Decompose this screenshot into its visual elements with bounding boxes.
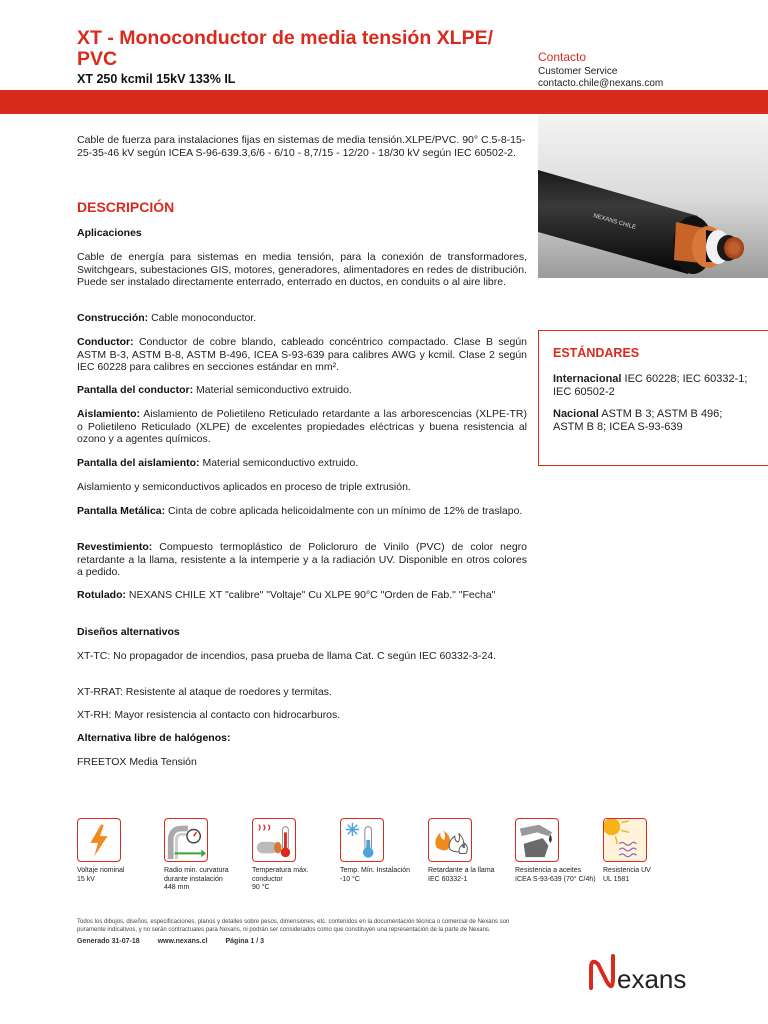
page-number: Página 1 / 3 [225,938,265,945]
voltage-caption: Voltaje nominal 15 kV [77,867,125,883]
oil-resistance-caption: Resistencia a aceites ICEA S-93-639 (70° C/4h) [515,867,596,883]
applications-text: Cable de energía para sistemas en media tensión, para la conexión de transformadores, Switchgears, subestaciones GIS, motores, generadores, alimentadores en redes de distribución. Puede ser instalado directamente enterrado, enterrado en ductos, en conduits o al aire libre. [77,251,527,288]
page-title: XT - Monoconductor de media tensión XLPE/ PVC [77,27,494,70]
contact-name: Customer Service [538,66,618,77]
voltage-icon [77,818,121,862]
footer-disclaimer: Todos los dibujos, diseños, especificaciones, planos y detalles sobre pesos, dimensiones, etc. contenidos en la documentación técnica o comercial de Nexans son puramente indicativos, y no serán contractuales para Nexans, ni podrán ser considerados como que constituyen una representación de la parte de Nexans. [77,919,510,933]
jacket-text: Revestimiento: Compuesto termoplástico de Policloruro de Vinilo (PVC) de color negro retardante a la llama, resistente a la intemperie y a la radiación UV. Disponible en otros colores a pedido. [77,541,527,578]
max-temperature-icon [252,818,296,862]
xt-rh-text: XT-RH: Mayor resistencia al contacto con hidrocarburos. [77,709,341,721]
conductor-text: Conductor: Conductor de cobre blando, cableado concéntrico compactado. Clase B según ASTM B-3, ASTM B-8, ASTM B-496, ICEA S-93-639 para calibres AWG y kcmil. Clase 2 según IEC 60228 para calibres en secciones estándar en mm². [77,336,527,373]
insulation-shield-text: Pantalla del aislamiento: Material semiconductivo extruido. [77,457,359,469]
max-temperature-caption: Temperatura máx. conductor 90 °C [252,867,309,891]
freetox-text: FREETOX Media Tensión [77,756,197,768]
nexans-logo [585,952,725,994]
min-temperature-caption: Temp. Mín. Instalación -10 °C [340,867,411,883]
uv-resistance-caption: Resistencia UV UL 1581 [603,867,651,883]
insulation-text: Aislamiento: Aislamiento de Polietileno Reticulado retardante a las arborescencias (XLPE-TR) o Polietileno Reticulado (XLPE) de excelentes propiedades eléctricas y buena resistencia al ozono y a agentes químicos. [77,408,527,445]
logo-wordmark: exans [617,964,687,994]
cable-illustration [538,114,768,278]
website-link[interactable]: www.nexans.cl [157,938,208,945]
header-red-bar [0,90,768,114]
conductor-shield-text: Pantalla del conductor: Material semiconductivo extruido. [77,384,352,396]
international-standards: Internacional IEC 60228; IEC 60332-1; IEC 60502-2 [553,373,748,398]
flame-retardant-caption: Retardante a la llama IEC 60332-1 [428,867,495,883]
triple-extrusion-text: Aislamiento y semiconductivos aplicados en proceso de triple extrusión. [77,481,411,493]
product-subtitle: XT 250 kcmil 15kV 133% IL [77,72,236,86]
construction-text: Construcción: Cable monoconductor. [77,312,257,324]
contact-email[interactable]: contacto.chile@nexans.com [538,78,664,89]
applications-heading: Aplicaciones [77,227,142,239]
marking-text: Rotulado: NEXANS CHILE XT "calibre" "Voltaje" Cu XLPE 90°C "Orden de Fab." "Fecha" [77,589,496,601]
metallic-shield-text: Pantalla Metálica: Cinta de cobre aplicada helicoidalmente con un mínimo de 12% de traslapo. [77,505,523,517]
xt-rrat-text: XT-RRAT: Resistente al ataque de roedores y termitas. [77,686,332,698]
generated-date: Generado 31-07-18 [77,938,140,945]
oil-resistance-icon [515,818,559,862]
cable-product-image [538,114,768,278]
standards-heading: ESTÁNDARES [553,346,640,360]
contact-heading: Contacto [538,50,587,64]
national-standards: Nacional ASTM B 3; ASTM B 496; ASTM B 8; ICEA S-93-639 [553,408,723,433]
halogen-free-heading: Alternativa libre de halógenos: [77,732,231,744]
xt-tc-text: XT-TC: No propagador de incendios, pasa prueba de llama Cat. C según IEC 60332-3-24. [77,650,497,662]
footer-meta [77,938,280,945]
description-heading: DESCRIPCIÓN [77,199,175,215]
intro-text: Cable de fuerza para instalaciones fijas en sistemas de media tensión.XLPE/PVC. 90° C.5-8-15-25-35-46 kV según ICEA S-96-639.3,6/6 - 6/10 - 8,7/15 - 12/20 - 18/30 kV según IEC 60502-2. [77,134,526,159]
bend-radius-caption: Radio min. curvatura durante instalación 448 mm [164,867,229,891]
logo-n-mark [591,956,613,988]
alternative-designs-heading: Diseños alternativos [77,626,180,638]
uv-resistance-icon [603,818,647,862]
flame-retardant-icon [428,818,472,862]
cable-print: NEXANS CHILE [592,213,637,232]
min-install-temperature-icon [340,818,384,862]
bend-radius-icon [164,818,208,862]
